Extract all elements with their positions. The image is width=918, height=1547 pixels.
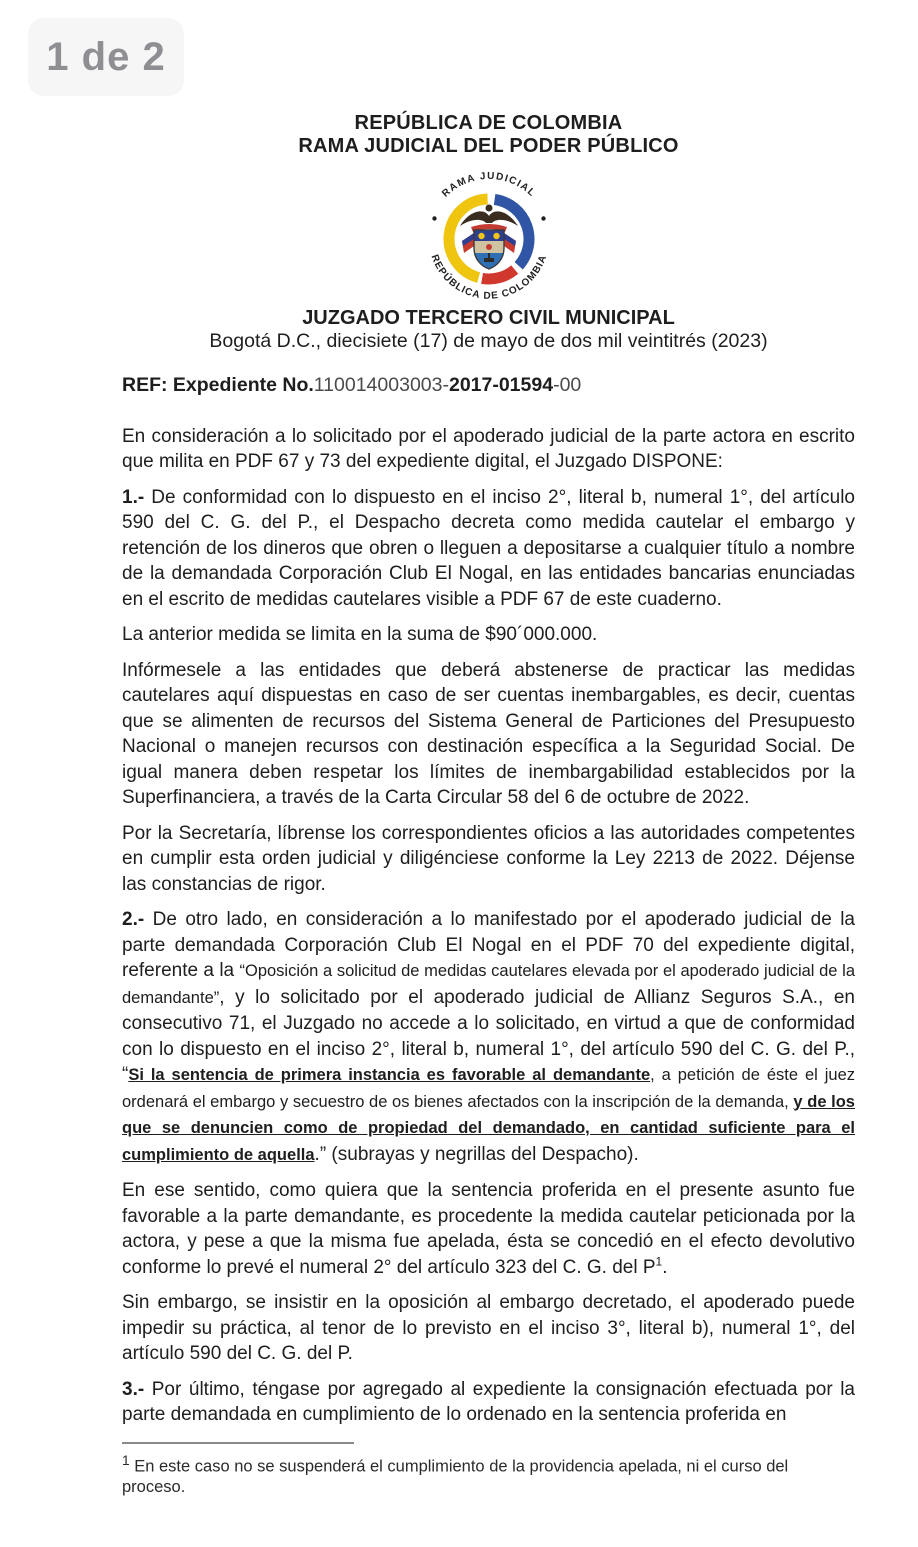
shield-icon bbox=[474, 230, 504, 269]
footnote-text: $^1$ En este caso no se suspenderá el cumplimiento de la providencia apelada, ni el curso del proceso. bbox=[122, 1452, 789, 1496]
order-1-paragraph: 1.- De conformidad con lo dispuesto en el inciso 2°, literal b, numeral 1°, del artículo 590 del C. G. del P., el Despacho decreta como medida cautelar el embargo y retención de los dineros que obren o lleguen a depositarse a cualquier título a nombre de la demandada Corporación Club El Nogal, en las entidades bancarias enunciadas en el escrito de medidas cautelares visible a PDF 67 de este cuaderno. bbox=[122, 486, 855, 610]
footnote-marker: 1 bbox=[122, 1452, 130, 1468]
reasoning-paragraph: En ese sentido, como quiera que la sentencia proferida en el presente asunto fue favorable a la parte demandante, es procedente la medida cautelar peticionada por la actora, y pese a que la misma fue apelada, ésta se concedió en el efecto devolutivo conforme lo prevé el numeral 2° del artículo 323 del C. G. del $P^1$. bbox=[122, 1180, 855, 1278]
judicial-seal-icon bbox=[414, 161, 564, 306]
seal-ring-red-arc bbox=[482, 270, 515, 279]
secretariat-paragraph: Por la Secretaría, líbrense los correspondientes oficios a las autoridades competentes en cumplir esta orden judicial y diligénciese conforme la Ley 2213 de 2022. Déjense las constancias de rigor. bbox=[122, 822, 855, 895]
document-page bbox=[122, 112, 855, 1498]
court-title: JUZGADO TERCERO CIVIL MUNICIPAL bbox=[302, 307, 675, 329]
judicial-branch-heading: RAMA JUDICIAL DEL PODER PÚBLICO bbox=[298, 135, 679, 157]
date-line: Bogotá D.C., diecisiete (17) de mayo de dos mil veintitrés (2023) bbox=[209, 330, 768, 352]
opposition-paragraph: Sin embargo, se insistir en la oposición al embargo decretado, el apoderado puede impedir su práctica, al tenor de lo previsto en el inciso 3°, literal b), numeral 1°, del artículo 590 del C. G. del P. bbox=[122, 1292, 855, 1364]
order-3-paragraph: 3.- Por último, téngase por agregado al expediente la consignación efectuada por la parte demandada en cumplimiento de lo ordenado en la sentencia proferida en bbox=[122, 1378, 855, 1425]
footnote-block bbox=[122, 1442, 855, 1499]
seal-top-text: RAMA JUDICIAL bbox=[439, 170, 538, 200]
amount-limit-paragraph: La anterior medida se limita en la suma de $90´000.000. bbox=[122, 624, 598, 645]
seal-left-bullet bbox=[432, 216, 436, 220]
page-indicator-label: 1 de 2 bbox=[46, 34, 166, 79]
footnote-separator bbox=[122, 1442, 354, 1444]
seal-bottom-text: REPÚBLICA DE COLOMBIA bbox=[428, 253, 549, 302]
intro-paragraph: En consideración a lo solicitado por el apoderado judicial de la parte actora en escrito que milita en PDF 67 y 73 del expediente digital, el Juzgado DISPONE: bbox=[122, 425, 855, 472]
republic-heading: REPÚBLICA DE COLOMBIA bbox=[354, 112, 623, 134]
page-indicator-badge bbox=[28, 18, 184, 96]
judicial-seal bbox=[414, 161, 564, 306]
banks-notice-paragraph: Infórmesele a las entidades que deberá abstenerse de practicar las medidas cautelares aquí dispuestas en caso de ser cuentas inembargables, es decir, cuentas que se alimenten de recursos del Sistema General de Particiones del Presupuesto Nacional o manejen recursos con destinación específica a la Seguridad Social. De igual manera deben respetar los límites de inembargabilidad establecidos por la Superfinanciera, a través de la Carta Circular 58 del 6 de octubre de 2022. bbox=[122, 659, 855, 808]
order-2-paragraph: 2.- De otro lado, en consideración a lo manifestado por el apoderado judicial de la parte demandada Corporación Club El Nogal en el PDF 70 del expediente digital, referente a la “Oposición a solicitud de medidas cautelares elevada por el apoderado judicial de la demandante”, y lo solicitado por el apoderado judicial de Allianz Seguros S.A., en consecutivo 71, el Juzgado no accede a lo solicitado, en virtud a que de conformidad con lo dispuesto en el inciso 2°, literal b, numeral 1°, del artículo 590 del C. G. del P., “Si la sentencia de primera instancia es favorable al demandante, a petición de éste el juez ordenará el embargo y secuestro de os bienes afectados con la inscripción de la demanda, y de los que se denuncien como de propiedad del demandado, en cantidad suficiente para el cumplimiento de aquella.” (subrayas y negrillas del Despacho). bbox=[122, 909, 855, 1165]
case-reference: REF: Expediente No.110014003003-2017-01594-00 bbox=[122, 374, 582, 396]
seal-right-bullet bbox=[541, 216, 545, 220]
